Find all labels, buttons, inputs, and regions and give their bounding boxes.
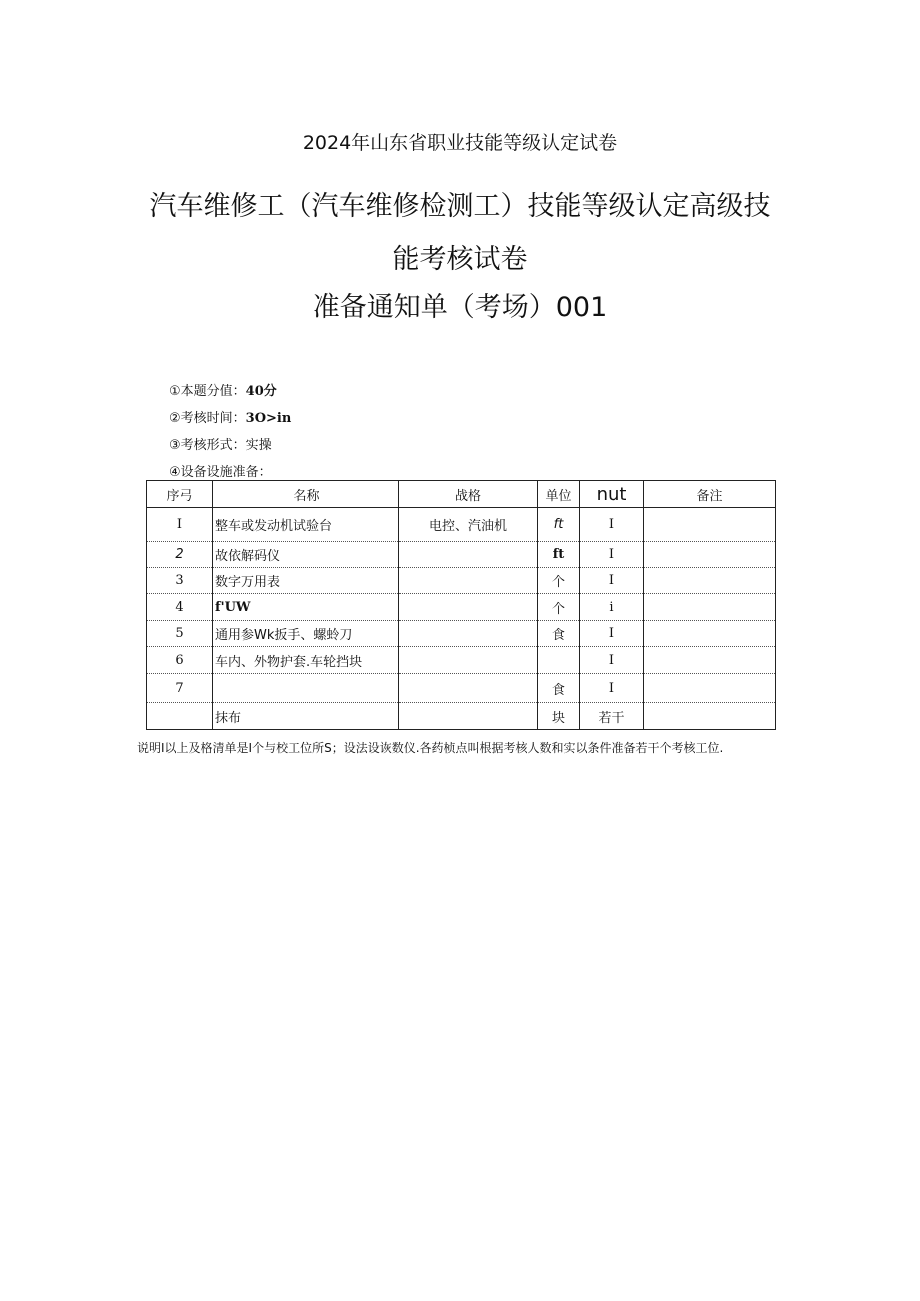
- row-spec: [399, 703, 538, 730]
- row-name: 通用参Wk扳手、螺蛉刀: [213, 621, 399, 647]
- row-qty: I: [580, 674, 644, 703]
- row-qty: 若干: [580, 703, 644, 730]
- row-note: [644, 568, 776, 594]
- row-qty: I: [580, 568, 644, 594]
- header-qty: nut: [580, 481, 644, 508]
- row-unit: 个: [538, 594, 580, 621]
- row-qty: I: [580, 542, 644, 568]
- time-value: 3O>in: [245, 411, 292, 426]
- row-note: [644, 703, 776, 730]
- row-index: 6: [147, 647, 213, 674]
- row-unit: 食: [538, 621, 580, 647]
- row-name: f'UW: [213, 594, 399, 621]
- table-row: [147, 594, 776, 621]
- row-name: 抹布: [213, 703, 399, 730]
- row-note: [644, 621, 776, 647]
- row-spec: [399, 674, 538, 703]
- row-index: 2: [147, 542, 213, 568]
- table-header-row: [147, 481, 776, 508]
- row-note: [644, 594, 776, 621]
- row-spec: [399, 594, 538, 621]
- form-info: [169, 434, 272, 453]
- row-unit: 个: [538, 568, 580, 594]
- row-unit: ft: [538, 542, 580, 568]
- exam-title-line-3: 准备通知单（考场）001: [312, 292, 608, 323]
- footnote: 说明I以上及格清单是I个与校工位所S；设法设诙数仪.各药桢点叫根据考核人数和实以条件准备若干个考核工位.: [137, 741, 724, 755]
- table-row: [147, 542, 776, 568]
- row-note: [644, 508, 776, 542]
- row-unit: 块: [538, 703, 580, 730]
- row-note: [644, 542, 776, 568]
- score-info: [169, 380, 277, 399]
- equipment-label: ④设备设施准备：: [169, 465, 272, 480]
- exam-title-line-2: 能考核试卷: [392, 244, 528, 275]
- row-name: 故依解码仪: [213, 542, 399, 568]
- row-note: [644, 674, 776, 703]
- row-spec: [399, 568, 538, 594]
- row-unit: 食: [538, 674, 580, 703]
- row-index: 7: [147, 674, 213, 703]
- header-index: 序弓: [147, 481, 213, 508]
- score-value: 40分: [245, 384, 277, 399]
- row-index: 5: [147, 621, 213, 647]
- time-info: [169, 407, 291, 426]
- row-index: 3: [147, 568, 213, 594]
- row-spec: [399, 647, 538, 674]
- table-row: [147, 703, 776, 730]
- table-row: [147, 647, 776, 674]
- row-note: [644, 647, 776, 674]
- table-row: [147, 568, 776, 594]
- score-label: ①本题分值：: [169, 384, 246, 399]
- table-row: [147, 508, 776, 542]
- time-label: ②考核时间：: [169, 411, 246, 426]
- table-row: [147, 674, 776, 703]
- form-label: ③考核形式：: [169, 438, 246, 453]
- row-index: 4: [147, 594, 213, 621]
- row-qty: I: [580, 508, 644, 542]
- form-value: 实操: [245, 438, 272, 453]
- row-qty: i: [580, 594, 644, 621]
- row-index: I: [147, 508, 213, 542]
- row-spec: 电控、汽油机: [399, 508, 538, 542]
- row-qty: I: [580, 647, 644, 674]
- row-name: [213, 674, 399, 703]
- equipment-table: [146, 480, 776, 730]
- header-unit: 单位: [538, 481, 580, 508]
- row-name: 数字万用表: [213, 568, 399, 594]
- row-name: 车内、外物护套.车轮挡块: [213, 647, 399, 674]
- table-row: [147, 621, 776, 647]
- row-qty: I: [580, 621, 644, 647]
- row-unit: [538, 647, 580, 674]
- exam-subtitle: 2024年山东省职业技能等级认定试卷: [302, 132, 618, 154]
- row-spec: [399, 621, 538, 647]
- header-name: 名称: [213, 481, 399, 508]
- row-spec: [399, 542, 538, 568]
- row-index: [147, 703, 213, 730]
- row-name: 整车或发动机试验台: [213, 508, 399, 542]
- exam-title-line-1: 汽车维修工（汽车维修检测工）技能等级认定高级技: [149, 191, 771, 222]
- row-unit: ft: [538, 508, 580, 542]
- header-note: 备注: [644, 481, 776, 508]
- header-spec: 战格: [399, 481, 538, 508]
